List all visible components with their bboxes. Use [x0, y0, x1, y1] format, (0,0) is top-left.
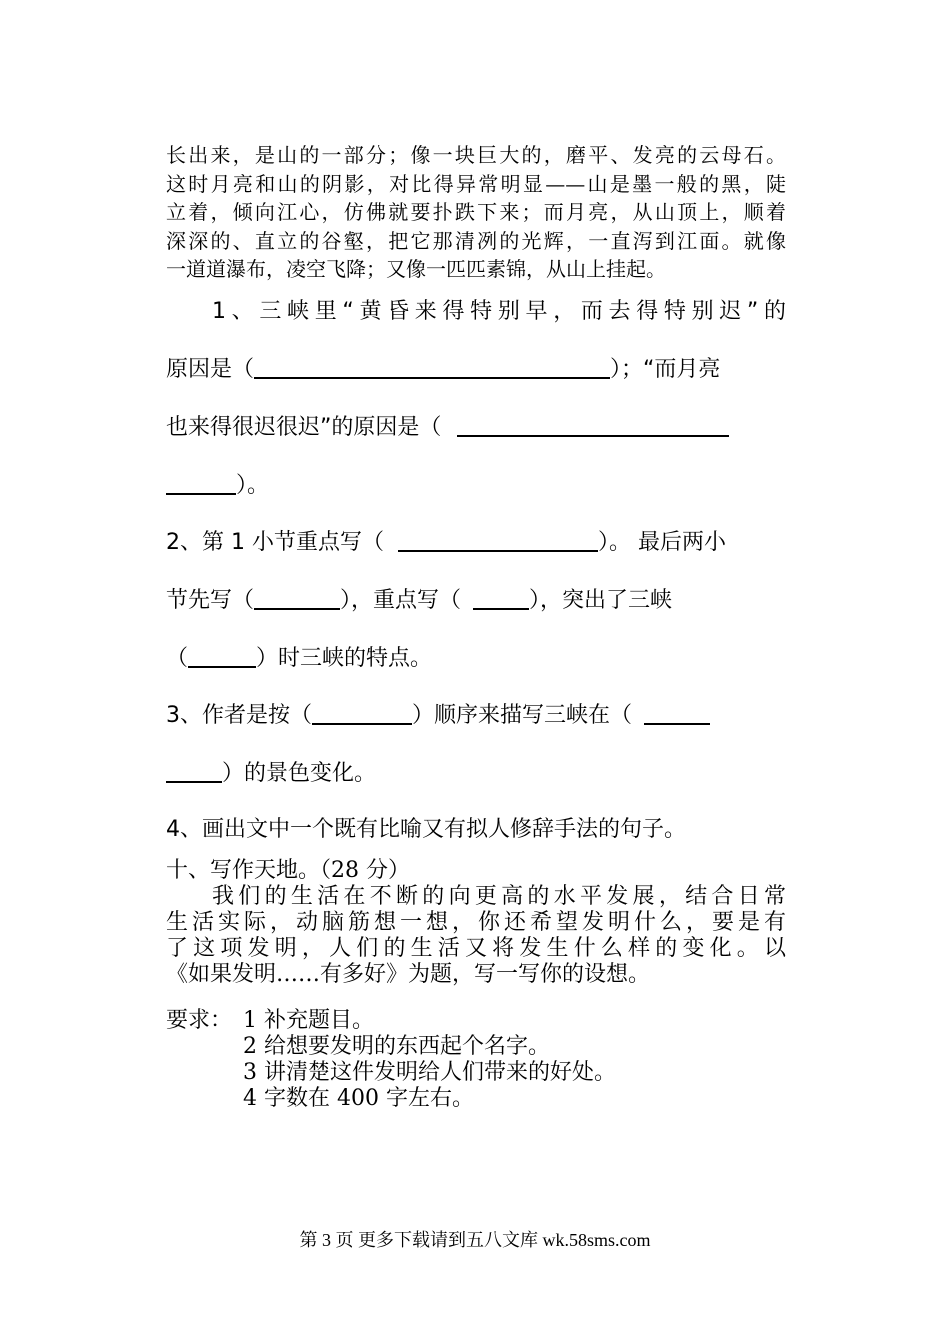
- question-2-line-3: （ ）时三峡的特点。: [166, 646, 433, 671]
- passage-line: 长出来，是山的一部分；像一块巨大的，磨平、发亮的云母石。: [166, 143, 786, 167]
- requirement-item: 4 字数在 400 字左右。: [243, 1086, 474, 1111]
- answer-blank[interactable]: [644, 701, 710, 725]
- writing-prompt-line: 我们的生活在不断的向更高的水平发展，结合日常: [212, 884, 786, 909]
- passage-line: 一道道瀑布，凌空飞降；又像一匹匹素锦，从山上挂起。: [166, 257, 666, 282]
- question-1-line-2: 原因是（ ）；“而月亮: [166, 357, 721, 382]
- requirement-item: 3 讲清楚这件发明给人们带来的好处。: [243, 1060, 616, 1085]
- answer-blank[interactable]: [312, 701, 412, 725]
- question-2-line-2: 节先写（ ），重点写（ ），突出了三峡: [166, 588, 673, 613]
- answer-blank[interactable]: [166, 759, 222, 783]
- question-1-line-3: 也来得很迟很迟”的原因是（: [166, 413, 786, 443]
- requirements-label: 要求：: [166, 1008, 233, 1033]
- requirement-item: 1 补充题目。: [243, 1008, 374, 1033]
- question-1-line-4: ）。: [166, 471, 786, 501]
- question-2-line-1: 2、第 1 小节重点写（ ）。 最后两小: [166, 530, 726, 555]
- answer-blank[interactable]: [457, 413, 729, 437]
- answer-blank[interactable]: [254, 586, 340, 610]
- writing-prompt-line: 生活实际，动脑筋想一想，你还希望发明什么，要是有: [166, 910, 786, 935]
- question-3-line-2: ）的景色变化。: [166, 759, 786, 789]
- passage-line: 立着，倾向江心，仿佛就要扑跌下来；而月亮，从山顶上，顺着: [166, 200, 786, 225]
- page-footer: 第 3 页 更多下载请到五八文库 wk.58sms.com: [299, 1230, 651, 1250]
- answer-blank[interactable]: [473, 586, 529, 610]
- answer-blank[interactable]: [166, 471, 236, 495]
- answer-blank[interactable]: [398, 528, 598, 552]
- passage-line: 深深的、直立的谷壑，把它那清冽的光辉，一直泻到江面。就像: [166, 228, 786, 253]
- writing-heading: 十、写作天地。（28 分）: [166, 858, 410, 883]
- passage-line: 这时月亮和山的阴影，对比得异常明显——山是墨一般的黑，陡: [166, 171, 786, 196]
- requirement-item: 2 给想要发明的东西起个名字。: [243, 1034, 550, 1059]
- answer-blank[interactable]: [188, 644, 256, 668]
- question-4: 4、画出文中一个既有比喻又有拟人修辞手法的句子。: [166, 817, 686, 842]
- writing-prompt-line: 《如果发明……有多好》为题，写一写你的设想。: [166, 962, 651, 987]
- question-1-line-1: 1、三峡里“黄昏来得特别早，而去得特别迟”的: [212, 299, 786, 324]
- reading-passage: [166, 141, 786, 284]
- writing-prompt-line: 了这项发明，人们的生活又将发生什么样的变化。以: [166, 936, 786, 961]
- answer-blank[interactable]: [254, 355, 610, 379]
- question-3-line-1: 3、作者是按（ ）顺序来描写三峡在（: [166, 701, 786, 731]
